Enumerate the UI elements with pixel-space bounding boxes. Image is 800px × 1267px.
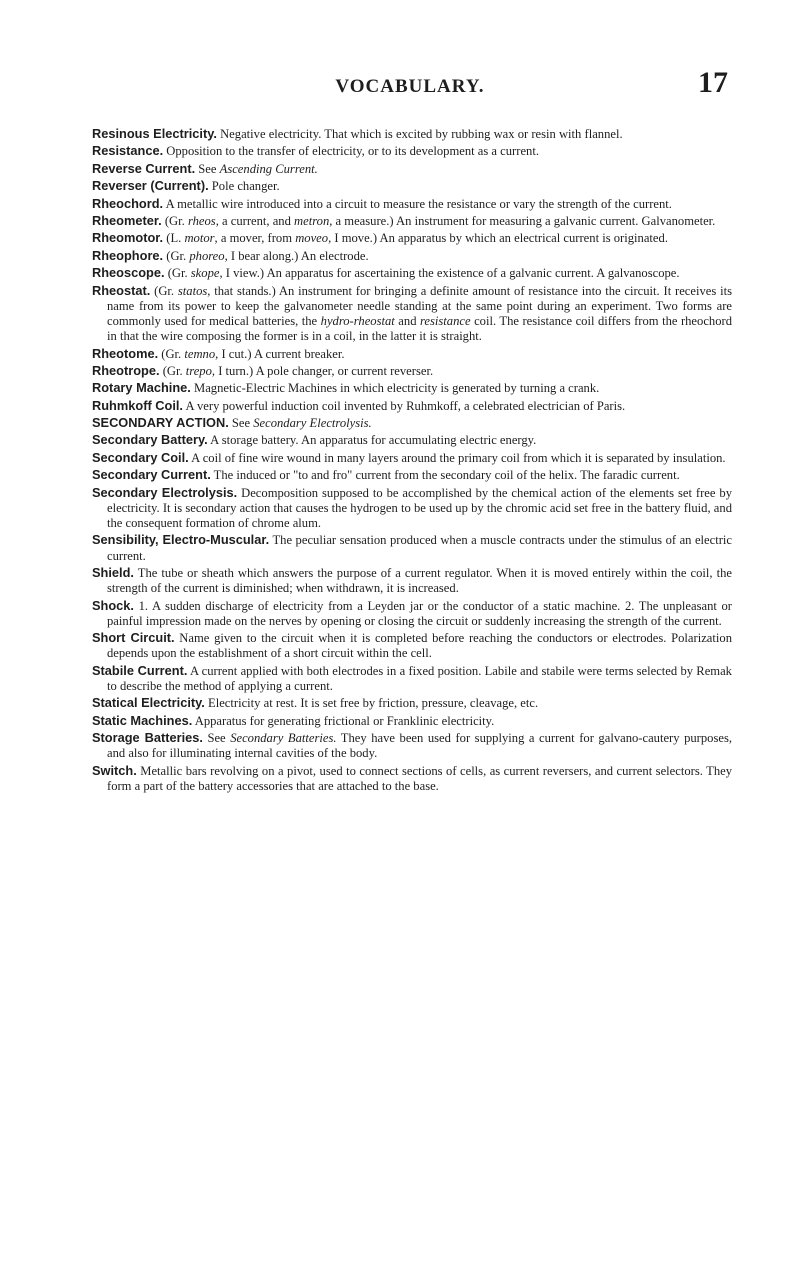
entry-term: Rotary Machine. [92,380,191,396]
vocabulary-entry [92,380,732,396]
entry-term: Stabile Current. [92,662,188,678]
entry-definition: Magnetic-Electric Machines in which electricity is generated by turning a crank. [190,381,600,396]
entry-definition: Negative electricity. That which is excited by rubbing wax or resin with flannel. [216,127,623,141]
vocabulary-entry [92,730,732,761]
vocabulary-entry [92,265,732,281]
entry-term: Secondary Battery. [92,432,208,448]
vocabulary-entry [92,467,732,483]
entry-definition: (Gr. trepo, I turn.) A pole changer, or current reverser. [159,363,434,378]
entry-term: Reverser (Current). [92,178,209,194]
entry-term: Switch. [92,762,137,778]
vocabulary-entry [92,283,732,345]
entry-definition: A coil of fine wire wound in many layers around the primary coil from which it is separated by insulation. [188,450,726,465]
vocabulary-list [92,126,732,795]
entry-definition: (L. motor, a mover, from moveo, I move.) An apparatus by which an electrical current is originated. [163,231,668,246]
entry-definition: The tube or sheath which answers the purpose of a current regulator. When it is moved entirely within the coil, the strength of the current is diminished; when withdrawn, it is increased. [107,566,732,596]
entry-definition: 1. A sudden discharge of electricity from a Leyden jar or the conductor of a static machine. 2. The unpleasant or painful impression made on the nerves by opening or closing the circuit or suddenly increasing the strength of the current. [107,598,732,628]
entry-term: Rheophore. [92,247,164,263]
entry-term: Secondary Current. [92,467,211,483]
entry-definition: A metallic wire introduced into a circuit to measure the resistance or vary the strength of the current. [163,196,672,211]
vocabulary-entry [92,450,732,466]
entry-term: Rheoscope. [92,265,165,281]
vocabulary-entry [92,363,732,379]
vocabulary-entry [92,763,732,794]
vocabulary-entry [92,432,732,448]
entry-definition: A current applied with both electrodes in a fixed position. Labile and stabile were terms selected by Remak to describe the method of applying a current. [107,663,732,694]
entry-term: Ruhmkoff Coil. [92,397,183,413]
page-number: 17 [698,66,728,99]
entry-term: Shield. [92,565,134,581]
entry-term: Rheomotor. [92,230,164,246]
entry-term: Sensibility, Electro-Muscular. [92,532,270,548]
vocabulary-entry [92,695,732,711]
vocabulary-entry [92,415,732,431]
entry-term: Secondary Coil. [92,449,189,465]
entry-definition: (Gr. statos, that stands.) An instrument for bringing a definite amount of resistance into the circuit. It receives its name from its power to keep the galvanometer needle standing at the same point during an experiment. Two forms are commonly used for medical batteries, the hydro-rheostat and resistance coil. The resistance coil differs from the rheochord in that the wire composing the former is in a coil, in the latter it is straight. [107,283,732,344]
entry-term: Rheometer. [92,212,162,228]
entry-definition: (Gr. rheos, a current, and metron, a measure.) An instrument for measuring a galvanic current. Galvanometer. [161,213,716,228]
entry-definition: A storage battery. An apparatus for accumulating electric energy. [207,433,537,448]
entry-definition: (Gr. temno, I cut.) A current breaker. [158,346,345,361]
vocabulary-entry [92,532,732,563]
entry-term: Reverse Current. [92,160,196,176]
entry-term: Static Machines. [92,712,193,728]
entry-definition: Electricity at rest. It is set free by friction, pressure, cleavage, etc. [204,696,539,711]
entry-term: Rheotrope. [92,362,160,378]
vocabulary-entry [92,213,732,229]
entry-definition: Pole changer. [208,179,280,194]
entry-definition: See Ascending Current. [195,161,318,176]
vocabulary-entry [92,346,732,362]
vocabulary-entry [92,598,732,629]
entry-definition: Decomposition supposed to be accomplished by the chemical action of the elements set free by electricity. It is secondary action that causes the hydrogen to be used up by the chromic acid set free in the battery fluid, and the consequent formation of chrome alum. [107,485,733,531]
entry-definition: (Gr. skope, I view.) An apparatus for ascertaining the existence of a galvanic current. A galvanoscope. [164,266,680,281]
vocabulary-entry [92,196,732,212]
entry-term: Rheotome. [92,345,159,361]
entry-term: Secondary Electrolysis. [92,484,238,500]
vocabulary-entry [92,565,732,596]
vocabulary-entry [92,230,732,246]
vocabulary-entry [92,126,732,142]
entry-definition: Apparatus for generating frictional or Franklinic electricity. [192,713,495,728]
entry-term: Rheochord. [92,195,164,211]
entry-definition: See Secondary Electrolysis. [228,416,372,431]
entry-term: SECONDARY ACTION. [92,415,229,431]
entry-definition: Metallic bars revolving on a pivot, used to connect sections of cells, as current reversers, and current selectors. They form a part of the battery accessories that are attached to the base. [107,763,732,793]
vocabulary-entry [92,143,732,159]
vocabulary-entry [92,630,732,661]
entry-term: Short Circuit. [92,630,175,646]
entry-definition: The induced or "to and fro" current from the secondary coil of the helix. The faradic current. [210,468,680,483]
entry-term: Resinous Electricity. [92,126,217,141]
vocabulary-entry [92,713,732,729]
entry-term: Storage Batteries. [92,730,203,746]
vocabulary-entry [92,663,732,694]
entry-definition: Name given to the circuit when it is completed before reaching the conductors or electrodes. Polarization depends upon the establishment of a short circuit within the cell. [107,631,732,661]
vocabulary-entry [92,485,732,532]
entry-term: Resistance. [92,143,164,159]
entry-term: Statical Electricity. [92,695,205,711]
entry-term: Rheostat. [92,282,151,298]
page-title: VOCABULARY. [335,76,485,97]
vocabulary-entry [92,161,732,177]
entry-definition: Opposition to the transfer of electricity, or to its development as a current. [163,144,539,159]
entry-definition: (Gr. phoreo, I bear along.) An electrode. [163,248,369,263]
entry-definition: A very powerful induction coil invented by Ruhmkoff, a celebrated electrician of Paris. [183,398,626,413]
vocabulary-entry [92,178,732,194]
vocabulary-entry [92,398,732,414]
entry-term: Shock. [92,597,134,613]
entry-definition: The peculiar sensation produced when a muscle contracts under the stimulus of an electric current. [107,533,733,563]
entry-definition: See Secondary Batteries. They have been used for supplying a current for galvano-cautery purposes, and also for illuminating internal cavities of the body. [107,731,733,761]
vocabulary-entry [92,248,732,264]
page-header [92,66,728,102]
